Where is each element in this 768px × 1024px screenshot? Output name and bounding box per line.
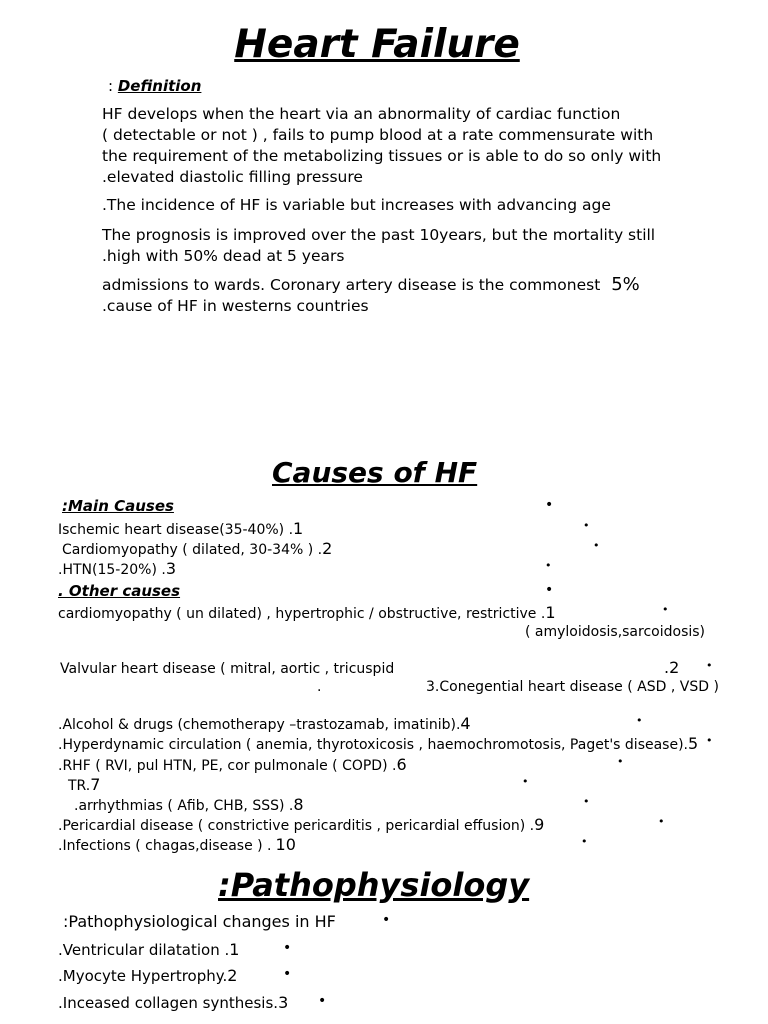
other-cause-item: [68, 775, 100, 796]
bullet: •: [636, 714, 643, 727]
prognosis-paragraph: [102, 225, 655, 267]
patho-item: [58, 966, 237, 985]
prognosis-line: .high with 50% dead at 5 years: [102, 247, 345, 265]
definition-line: HF develops when the heart via an abnormality of cardiac function: [102, 105, 621, 123]
admissions-paragraph: [102, 274, 640, 317]
other-cause-item: [58, 734, 698, 755]
stray-dot: .: [317, 679, 322, 695]
patho-number: 3: [278, 993, 289, 1012]
definition-line: ( detectable or not ) , fails to pump blood at a rate commensurate with: [102, 126, 654, 144]
cause-number: 5: [688, 734, 699, 753]
cause-number: 7: [90, 775, 101, 794]
main-causes-label: :Main Causes: [62, 497, 174, 515]
causes-heading: Causes of HF: [272, 456, 478, 489]
cause-text: .Pericardial disease ( constrictive pericarditis , pericardial effusion) .: [58, 818, 535, 834]
main-cause-item: [58, 559, 176, 580]
bullet: •: [545, 559, 552, 572]
patho-text: .Inceased collagen synthesis.: [58, 994, 279, 1012]
bullet: •: [283, 940, 292, 956]
definition-label: Definition: [117, 77, 202, 95]
bullet: •: [706, 659, 713, 672]
cause-number: 9: [534, 815, 545, 834]
bullet: •: [318, 993, 327, 1009]
bullet: •: [583, 795, 590, 808]
cause-text: Cardiomyopathy ( dilated, 30-34% ) .: [62, 542, 323, 558]
cause-text: .RHF ( RVI, pul HTN, PE, cor pulmonale ( COPD) .: [58, 758, 397, 774]
cause-text: .arrhythmias ( Afib, CHB, SSS) .: [74, 798, 294, 814]
other-cause-item: [58, 815, 544, 836]
other-causes-label: . Other causes: [58, 582, 181, 600]
bullet: •: [545, 582, 554, 598]
definition-line: .elevated diastolic filling pressure: [102, 168, 363, 186]
patho-item: [58, 940, 239, 959]
patho-number: 2: [227, 966, 238, 985]
bullet: •: [617, 755, 624, 768]
cause-number: .2: [664, 658, 680, 677]
cause-text: cardiomyopathy ( un dilated) , hypertrophic / obstructive, restrictive .: [58, 606, 546, 622]
cause-text: .Alcohol & drugs (chemotherapy –trastozamab, imatinib).: [58, 717, 461, 733]
patho-text: .Ventricular dilatation .: [58, 941, 230, 959]
main-cause-item: [62, 539, 332, 560]
definition-line: the requirement of the metabolizing tissues or is able to do so only with: [102, 147, 662, 165]
other-cause-item: Valvular heart disease ( mitral, aortic , tricuspid: [60, 661, 395, 677]
bullet: •: [593, 539, 600, 552]
pathophysiology-heading: :Pathophysiology: [218, 866, 530, 904]
cause-text: TR.: [68, 778, 91, 794]
bullet: •: [382, 912, 391, 928]
bullet: •: [522, 775, 529, 788]
cause-number: 4: [460, 714, 471, 733]
patho-intro: :Pathophysiological changes in HF: [63, 912, 336, 931]
definition-heading: [108, 77, 201, 95]
cause-text: .Infections ( chagas,disease ) .: [58, 838, 272, 854]
definition-colon: :: [108, 77, 114, 95]
cause-number: 2: [322, 539, 333, 558]
definition-paragraph: [102, 104, 661, 188]
admissions-pct: 5%: [611, 274, 640, 295]
other-cause-item: [58, 714, 471, 735]
bullet: •: [581, 835, 588, 848]
cause-text: Ischemic heart disease(35-40%) .: [58, 522, 294, 538]
other-cause-item: [58, 603, 556, 624]
page-title: Heart Failure: [234, 22, 520, 67]
cause-number: 3: [165, 559, 176, 578]
patho-item: [58, 993, 288, 1012]
bullet: •: [583, 519, 590, 532]
other-cause-item: 3.Conegential heart disease ( ASD , VSD ): [426, 679, 719, 695]
prognosis-line: The prognosis is improved over the past 10years, but the mortality still: [102, 226, 656, 244]
bullet: •: [283, 966, 292, 982]
main-cause-item: [58, 519, 303, 540]
cause-text: .HTN(15-20%) .: [58, 562, 166, 578]
cause-number: 1: [293, 519, 304, 538]
admissions-line: [102, 274, 640, 296]
bullet: •: [662, 603, 669, 616]
incidence-text: .The incidence of HF is variable but increases with advancing age: [102, 196, 611, 214]
admissions-text: admissions to wards. Coronary artery disease is the commonest: [102, 276, 601, 294]
cause-number: 1: [545, 603, 556, 622]
cause-text: .Hyperdynamic circulation ( anemia, thyrotoxicosis , haemochromotosis, Paget's disease).: [58, 737, 688, 753]
cause-number: 6: [396, 755, 407, 774]
other-cause-item: [58, 755, 407, 776]
admissions-line: .cause of HF in westerns countries: [102, 297, 369, 315]
patho-text: .Myocyte Hypertrophy.: [58, 967, 228, 985]
bullet: •: [658, 815, 665, 828]
bullet: •: [706, 734, 713, 747]
cause-number: 10: [275, 835, 296, 854]
bullet: •: [545, 497, 554, 513]
other-cause-item: [58, 835, 296, 856]
patho-number: 1: [229, 940, 240, 959]
other-cause-item: [74, 795, 304, 816]
cause-number: 8: [293, 795, 304, 814]
other-cause-continuation: ( amyloidosis,sarcoidosis): [525, 624, 706, 640]
